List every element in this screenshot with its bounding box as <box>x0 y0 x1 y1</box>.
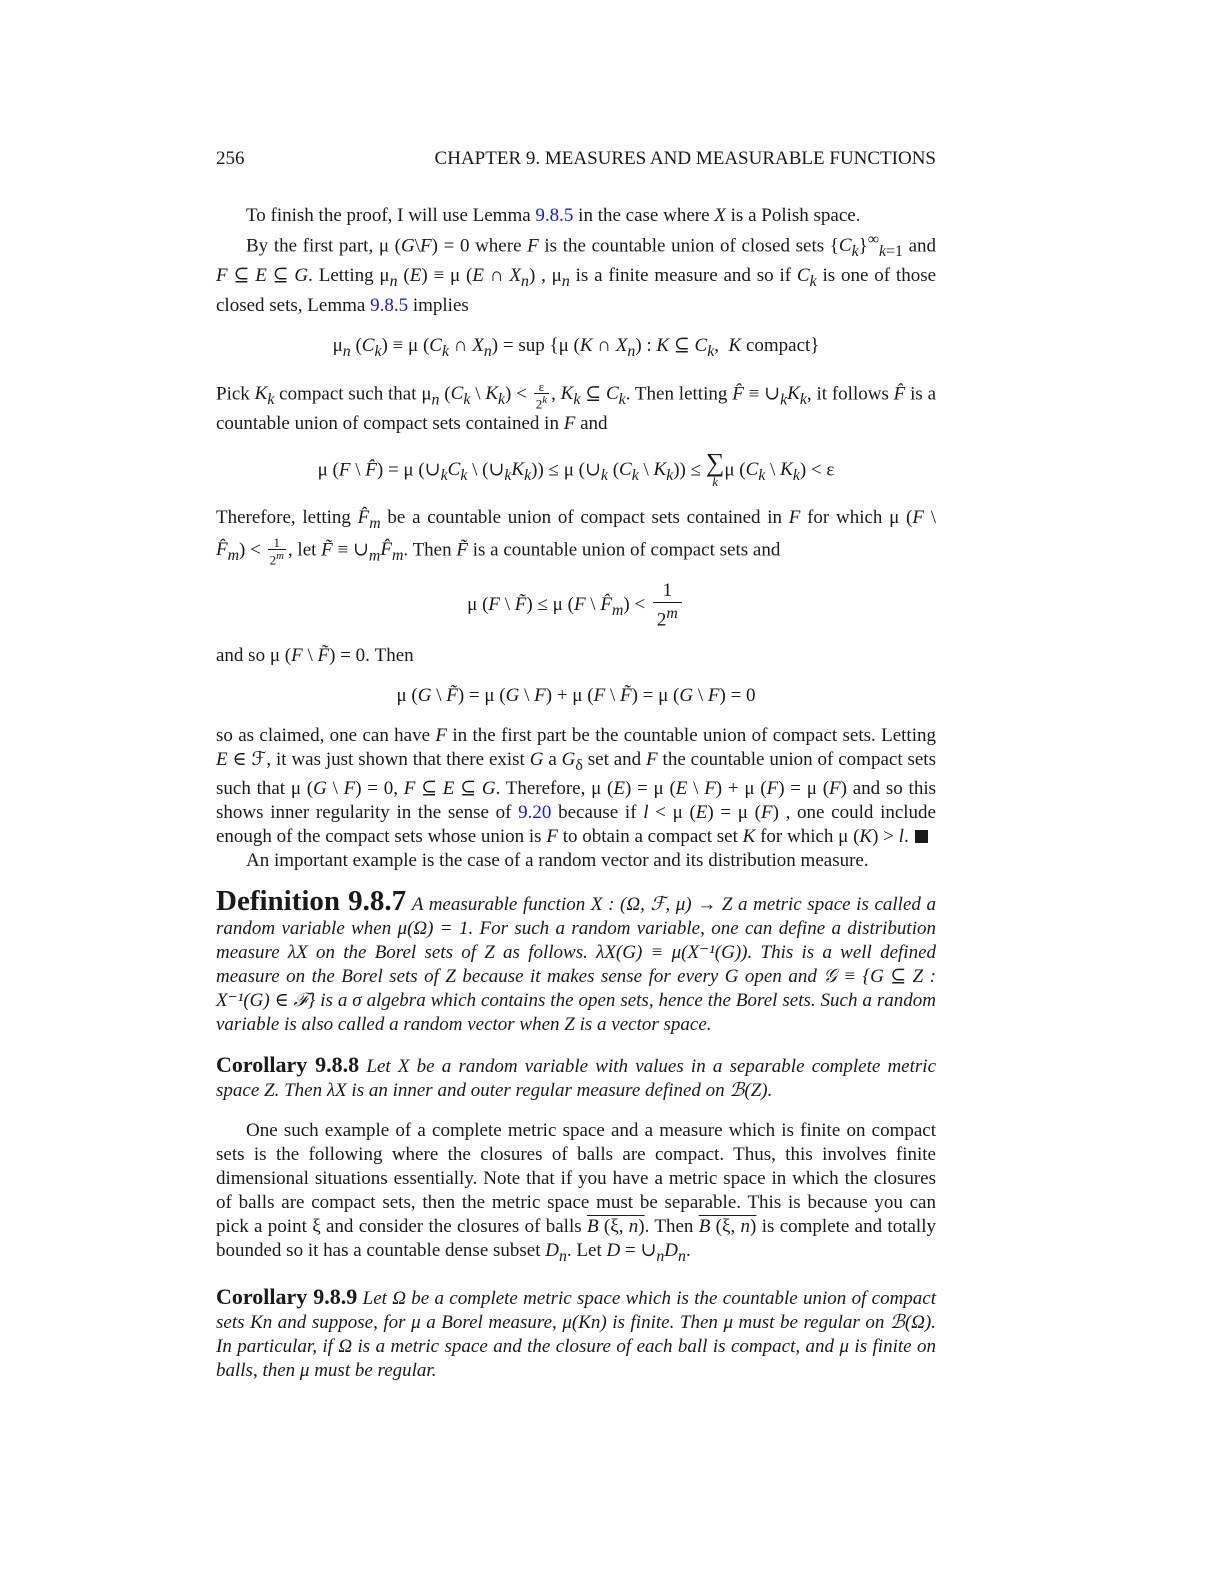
equation-sum-bound: μ (F \ F̂) = μ ($\cup_kC_k$ \ $(\cup_kK_k)) \le \mu$ ($\cup_k$ ($C_k$ \ $K_k$)) ≤ ∑ k μ ($C_k$ \ $K_k) < \varepsilon$ <box>317 448 835 490</box>
qed-square-icon <box>915 830 928 843</box>
equation-g-minus-ftilde: μ (G \ F̃) = μ (G \ F) + μ (F \ F̃) = μ (G \ F) = 0 <box>396 684 756 706</box>
paragraph-first-part: By the first part, μ (G\F) = 0 where F is the countable union of closed sets $\{C_k\}^\infty_{k=1}$ and F ⊆ E ⊆ G. Letting $\mu_n$ (E) ≡ μ (E ∩ $X_n$) , $\mu_n$ is a finite measure and so if $C_k$ is one of those closed sets, Lemma 9.8.5 implies <box>216 231 937 316</box>
paragraph-finish-proof: To finish the proof, I will use Lemma 9.8.5 in the case where X is a Polish space. <box>246 205 861 226</box>
paragraph-such-example: One such example of a complete metric space and a measure which is finite on compact sets is the following where the closures of balls are compact. Thus, this involves finite dimensional situations essentially. Note that if you have a metric space in which the closures of balls are compact sets, then the metric space must be separable. This is because you can pick a point ξ and consider the closures of balls B (ξ, n). Then B (ξ, n) is complete and totally bounded so it has a countable dense subset $D_n$. Let $D = \cup_nD_n$. <box>216 1120 936 1266</box>
corollary-statement: Let Ω be a complete metric space which is the countable union of compact sets Kn and suppose, for μ a Borel measure, μ(Kn) is finite. Then μ must be regular on ℬ(Ω). In particular, if Ω is a metric space and the closure of each ball is compact, and μ is finite on balls, then μ must be regular. <box>216 1288 937 1382</box>
paragraph-important-example: An important example is the case of a random vector and its distribution measure. <box>246 850 869 872</box>
corollary-title: Corollary 9.8.8 <box>216 1052 360 1078</box>
corollary-statement: Let X be a random variable with values in a separable complete metric space Z. Then λX is an inner and outer regular measure defined on ℬ(Z). <box>216 1056 937 1102</box>
ref-link[interactable]: 9.20 <box>518 802 552 824</box>
lemma-link[interactable]: 9.8.5 <box>370 294 409 316</box>
definition-title: Definition 9.8.7 <box>216 885 407 918</box>
lemma-link[interactable]: 9.8.5 <box>535 205 574 226</box>
page-number: 256 <box>216 148 245 169</box>
page-body <box>216 204 936 1383</box>
running-header <box>216 148 936 170</box>
running-title: CHAPTER 9. MEASURES AND MEASURABLE FUNCTIONS <box>434 148 936 169</box>
paragraph-therefore: Therefore, letting $F̂_m$ be a countable union of compact sets contained in F for which μ (F \ $F̂_m$) < $\frac{1}{2^m}$ , let F̃ ≡ $\cup_mF̂_m$. Then F̃ is a countable union of compact sets and <box>216 507 937 568</box>
corollary-9-8-8 <box>216 1053 936 1103</box>
paragraph-and-so: and so μ (F \ F̃) = 0. Then <box>216 644 414 666</box>
equation-ftilde-bound: μ (F \ F̃) ≤ μ (F \ $F̂_m$) < $\frac{1}{2^m}$ <box>216 580 936 631</box>
paragraph-so-as-claimed: so as claimed, one can have F in the first part be the countable union of compact sets. Letting E ∈ ℱ, it was just shown that there exist G a $G_\delta$ set and F the countable union of compact sets such that μ (G \ F) = 0, F ⊆ E ⊆ G. Therefore, μ (E) = μ (E \ F) + μ (F) = μ (F) and so this shows inner regularity in the sense of 9.20 because if l < μ (E) = μ (F) , one could include enough of the compact sets whose union is F to obtain a compact set K for which μ (K) > l. <box>216 724 936 848</box>
corollary-9-8-9 <box>216 1285 936 1383</box>
paragraph-pick-kk: Pick $K_k$ compact such that $\mu_n$ ($C_k$ \ $K_k$) < $\frac{\varepsilon}{2^k}$ , $K_k$ ⊆ $C_k$. Then letting F̂ ≡ $\cup_kK_k$, it follows F̂ is a countable union of compact sets contained in F and <box>216 378 937 435</box>
definition-9-8-7 <box>216 885 937 1037</box>
corollary-title: Corollary 9.8.9 <box>216 1284 358 1310</box>
definition-statement: A measurable function X : (Ω, ℱ, μ) → Z a metric space is called a random variable when μ(Ω) = 1. For such a random variable, one can define a distribution measure λX on the Borel sets of Z as follows. λX(G) ≡ μ(X⁻¹(G)). This is a well defined measure on the Borel sets of Z because it makes sense for every G open and 𝒢 ≡ {G ⊆ Z : X⁻¹(G) ∈ ℱ} is a σ algebra which contains the open sets, hence the Borel sets. Such a random variable is also called a random vector when Z is a vector space. <box>216 894 937 1036</box>
equation-inner-sup: $\mu_n$ $(C_k) \equiv \mu$ ($C_k$ ∩ $X_n$) = sup {μ (K ∩ $X_n$) : K ⊆ $C_k$, K compact} <box>332 334 820 360</box>
